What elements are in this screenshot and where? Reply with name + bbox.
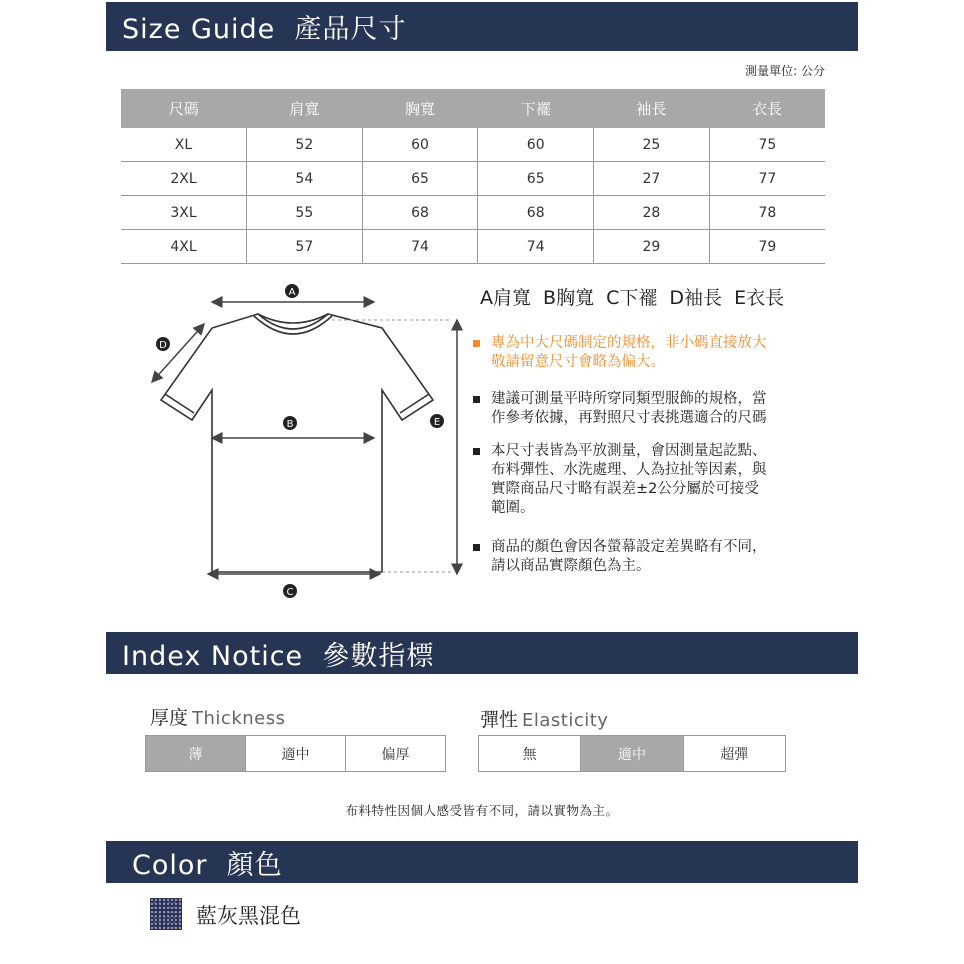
cell-shoulder: 52 (247, 128, 363, 162)
cell-shoulder: 57 (247, 230, 363, 264)
thickness-label-en: Thickness (192, 708, 286, 729)
col-shoulder: 肩寬 (247, 89, 363, 128)
color-name: 藍灰黑混色 (196, 904, 301, 928)
col-chest: 胸寬 (362, 89, 478, 128)
cell-size: XL (121, 128, 247, 162)
index-notice-title: Index Notice 參數指標 (122, 640, 435, 672)
thickness-label-zh: 厚度 (150, 707, 189, 729)
note-text: 專為中大尺碼制定的規格，非小碼直接放大 敬請留意尺寸會略為偏大。 (491, 335, 767, 370)
size-guide-title: Size Guide 產品尺寸 (122, 14, 407, 45)
cell-size: 2XL (121, 162, 247, 196)
col-length: 衣長 (709, 89, 825, 128)
note-text: 本尺寸表皆為平放測量，會因測量起訖點、 布料彈性、水洗處理、人為拉扯等因素，與 實際商品尺寸略有誤差±2公分屬於可接受 範圍。 (491, 443, 767, 516)
thickness-scale (145, 735, 446, 772)
cell-chest: 60 (362, 128, 478, 162)
col-size: 尺碼 (121, 89, 247, 128)
elasticity-option-none: 無 (522, 746, 537, 763)
cell-length: 78 (709, 196, 825, 230)
index-notice-banner (106, 632, 858, 674)
thickness-option-thin: 薄 (146, 736, 245, 771)
svg-text:D: D (159, 340, 167, 351)
marker-b-icon (283, 416, 297, 430)
note-text: 商品的顏色會因各螢幕設定差異略有不同， 請以商品實際顏色為主。 (491, 539, 767, 574)
bullet-icon (473, 448, 480, 455)
thickness-option-medium: 適中 (245, 736, 345, 771)
cell-hem: 60 (478, 128, 594, 162)
cell-length: 79 (709, 230, 825, 264)
thickness-option-thick: 偏厚 (345, 736, 445, 771)
unit-note: 測量單位: 公分 (745, 64, 825, 78)
heather-navy-swatch-icon (150, 898, 182, 930)
marker-c-icon (283, 584, 297, 598)
cell-length: 75 (709, 128, 825, 162)
note-color-variance (473, 538, 767, 576)
cell-shoulder: 54 (247, 162, 363, 196)
bullet-icon (473, 340, 480, 347)
marker-d-icon (156, 337, 170, 351)
cell-shoulder: 55 (247, 196, 363, 230)
cell-chest: 68 (362, 196, 478, 230)
tshirt-measurement-diagram (146, 280, 476, 605)
cell-size: 3XL (121, 196, 247, 230)
cell-sleeve: 27 (594, 162, 710, 196)
svg-text:A: A (288, 287, 296, 298)
svg-text:E: E (433, 417, 441, 428)
size-table (121, 89, 825, 264)
table-row (121, 230, 825, 264)
note-text: 建議可測量平時所穿同類型服飾的規格，當 作參考依據，再對照尺寸表挑選適合的尺碼 (491, 391, 767, 426)
cell-chest: 74 (362, 230, 478, 264)
svg-text:B: B (286, 419, 294, 430)
elasticity-scale (478, 735, 786, 772)
size-table-header (121, 89, 825, 128)
bullet-icon (473, 544, 480, 551)
cell-length: 77 (709, 162, 825, 196)
elasticity-label (480, 705, 608, 732)
color-title: Color 顏色 (132, 849, 283, 881)
color-banner (106, 841, 858, 883)
table-row (121, 128, 825, 162)
measurement-legend: A肩寬 B胸寬 C下襬 D袖長 E衣長 (480, 287, 785, 309)
note-measure-reference (473, 390, 767, 428)
cell-hem: 68 (478, 196, 594, 230)
table-row (121, 162, 825, 196)
note-oversize (473, 334, 767, 372)
bullet-icon (473, 396, 480, 403)
thickness-label (150, 703, 285, 730)
cell-sleeve: 29 (594, 230, 710, 264)
elasticity-label-zh: 彈性 (480, 709, 519, 731)
cell-size: 4XL (121, 230, 247, 264)
size-guide-banner (106, 2, 858, 51)
cell-sleeve: 28 (594, 196, 710, 230)
cell-hem: 65 (478, 162, 594, 196)
elasticity-option-medium: 適中 (580, 736, 682, 771)
cell-sleeve: 25 (594, 128, 710, 162)
marker-a-icon (285, 284, 299, 298)
marker-e-icon (430, 414, 444, 428)
svg-text:C: C (286, 587, 294, 598)
tshirt-outline-icon (161, 314, 433, 572)
col-hem: 下襬 (478, 89, 594, 128)
col-sleeve: 袖長 (594, 89, 710, 128)
elasticity-label-en: Elasticity (522, 710, 609, 731)
cell-chest: 65 (362, 162, 478, 196)
note-flat-measure (473, 442, 767, 518)
elasticity-option-super: 超彈 (683, 736, 785, 771)
cell-hem: 74 (478, 230, 594, 264)
fabric-note: 布料特性因個人感受皆有不同，請以實物為主。 (345, 803, 619, 818)
table-row (121, 196, 825, 230)
